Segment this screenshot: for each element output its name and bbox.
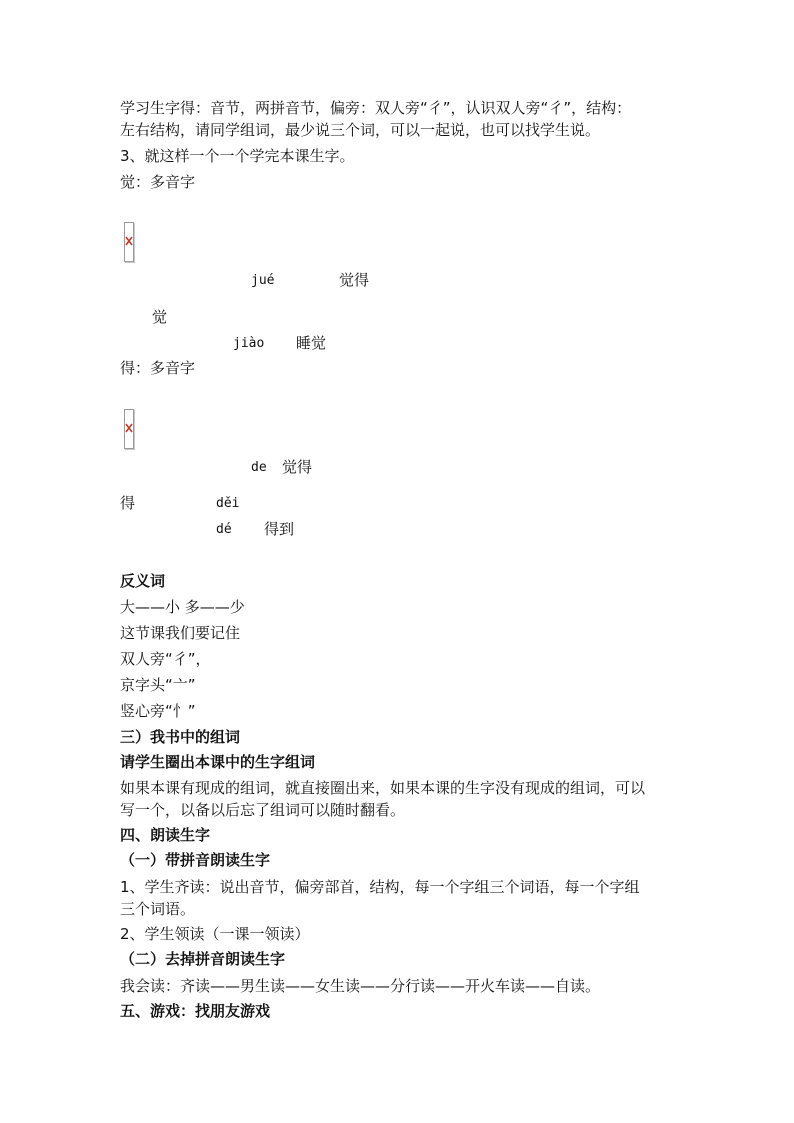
- paragraph-line: 2、学生领读（一课一领读）: [120, 925, 310, 943]
- section-heading: 五、游戏：找朋友游戏: [120, 1002, 271, 1020]
- paragraph-line: 学习生字得：音节，两拼音节，偏旁：双人旁“彳”，认识双人旁“彳”，结构：: [120, 99, 632, 117]
- broken-image-icon: [124, 409, 134, 449]
- word-shuijiao: 睡觉: [296, 334, 327, 352]
- antonym-pairs: 大——小 多——少: [120, 598, 245, 616]
- pinyin-dei: děi: [216, 496, 240, 511]
- paragraph-line: 1、学生齐读：说出音节，偏旁部首，结构，每一个字组三个词语，每一个字组: [120, 878, 640, 896]
- subheading: （二）去掉拼音朗读生字: [120, 950, 286, 968]
- paragraph-line: 如果本课有现成的组词，就直接圈出来，如果本课的生字没有现成的组词，可以: [120, 779, 646, 797]
- paragraph-line: 三个词语。: [120, 900, 196, 918]
- radical-item: 双人旁“彳”，: [120, 650, 211, 668]
- radical-item: 京字头“亠”: [120, 676, 196, 694]
- word-dedao: 得到: [264, 520, 295, 538]
- polyphone-char-jue: 觉: [152, 308, 168, 326]
- paragraph-line: 写一个，以备以后忘了组词可以随时翻看。: [120, 801, 406, 819]
- paragraph-line: 我会读：齐读——男生读——女生读——分行读——开火车读——自读。: [120, 977, 601, 995]
- paragraph-line: 觉：多音字: [120, 173, 196, 191]
- radical-item: 竖心旁“忄”: [120, 702, 196, 720]
- paragraph-line: 这节课我们要记住: [120, 624, 241, 642]
- subheading: （一）带拼音朗读生字: [120, 851, 271, 869]
- section-heading: 反义词: [120, 572, 166, 590]
- polyphone-char-de: 得: [120, 494, 136, 512]
- broken-image-icon: [124, 222, 134, 262]
- section-heading: 四、朗读生字: [120, 826, 211, 844]
- paragraph-line: 3、就这样一个一个学完本课生字。: [120, 147, 355, 165]
- paragraph-line: 左右结构，请同学组词，最少说三个词，可以一起说，也可以找学生说。: [120, 121, 601, 139]
- subheading: 请学生圈出本课中的生字组词: [120, 753, 316, 771]
- pinyin-de2: dé: [216, 522, 232, 537]
- pinyin-jue: jué: [251, 273, 275, 288]
- word-juede: 觉得: [339, 271, 370, 289]
- pinyin-de: de: [251, 460, 267, 475]
- section-heading: 三）我书中的组词: [120, 728, 241, 746]
- word-juede: 觉得: [282, 458, 313, 476]
- paragraph-line: 得：多音字: [120, 359, 196, 377]
- pinyin-jiao: jiào: [233, 336, 265, 351]
